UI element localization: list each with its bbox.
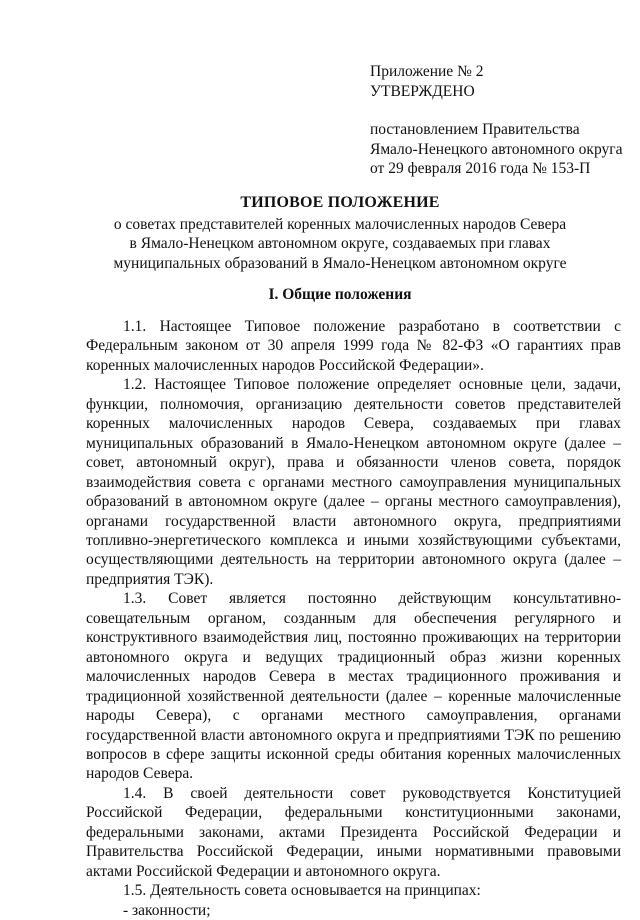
approval-line-3: от 29 февраля 2016 года № 153-П	[370, 160, 591, 177]
paragraph-1-2: 1.2. Настоящее Типовое положение определяет основные цели, задачи, функции, полномочия, организацию деятельности советов представителей коренных малочисленных народов Севера, создаваемых при главах муниципальных образований в Ямало-Ненецком автономном округе (далее – совет, автономный округ), права и обязанности членов совета, порядок взаимодействия совета с органами местного самоуправления муниципальных образований в автономном округе (далее – органы местного самоуправления), органами государственной власти автономного округа, предприятиями топливно-энергетического комплекса и иными хозяйствующими субъектами, осуществляющими деятельность на территории автономного округа (далее – предприятия ТЭК).	[86, 376, 621, 588]
document-title: ТИПОВОЕ ПОЛОЖЕНИЕ	[240, 194, 440, 211]
document-title-block	[60, 193, 620, 273]
approval-line-2: Ямало-Ненецкого автономного округа	[370, 140, 623, 158]
approved-label: УТВЕРЖДЕНО	[370, 82, 475, 100]
document-subtitle-line-1: о советах представителей коренных малочисленных народов Севера	[113, 215, 567, 233]
approval-line-1: постановлением Правительства	[370, 121, 580, 138]
paragraph-1-3: 1.3. Совет является постоянно действующим консультативно-совещательным органом, созданным для обеспечения регулярного и конструктивного взаимодействия лиц, постоянно проживающих на территории автономного округа и ведущих традиционный образ жизни коренных малочисленных народов Севера в местах традиционного проживания и традиционной хозяйственной деятельности (далее – коренные малочисленные народы Севера), с органами местного самоуправления, органами государственной власти автономного округа и предприятиями ТЭК по решению вопросов в сфере защиты исконной среды обитания коренных малочисленных народов Севера.	[86, 590, 621, 783]
appendix-label: Приложение № 2	[370, 63, 484, 80]
document-subtitle-line-3: муниципальных образований в Ямало-Ненецком автономном округе	[113, 254, 567, 272]
section-heading: I. Общие положения	[268, 286, 412, 303]
list-item: - законности;	[123, 901, 211, 919]
document-subtitle-line-2: в Ямало-Ненецком автономном округе, создаваемых при главах	[129, 235, 551, 252]
paragraph-1-1: 1.1. Настоящее Типовое положение разработано в соответствии с Федеральным законом от 30 апреля 1999 года № 82-ФЗ «О гарантиях прав коренных малочисленных народов Российской Федерации».	[86, 318, 621, 374]
spacer	[370, 101, 630, 120]
paragraph-1-5: 1.5. Деятельность совета основывается на принципах:	[123, 882, 481, 900]
document-body	[86, 317, 621, 920]
paragraph-1-4: 1.4. В своей деятельности совет руководствуется Конституцией Российской Федерации, федеральными конституционными законами, федеральными законами, актами Президента Российской Федерации и Правительства Российской Федерации, иными нормативными правовыми актами Российской Федерации и автономного округа.	[86, 784, 621, 880]
approval-block	[370, 62, 630, 179]
